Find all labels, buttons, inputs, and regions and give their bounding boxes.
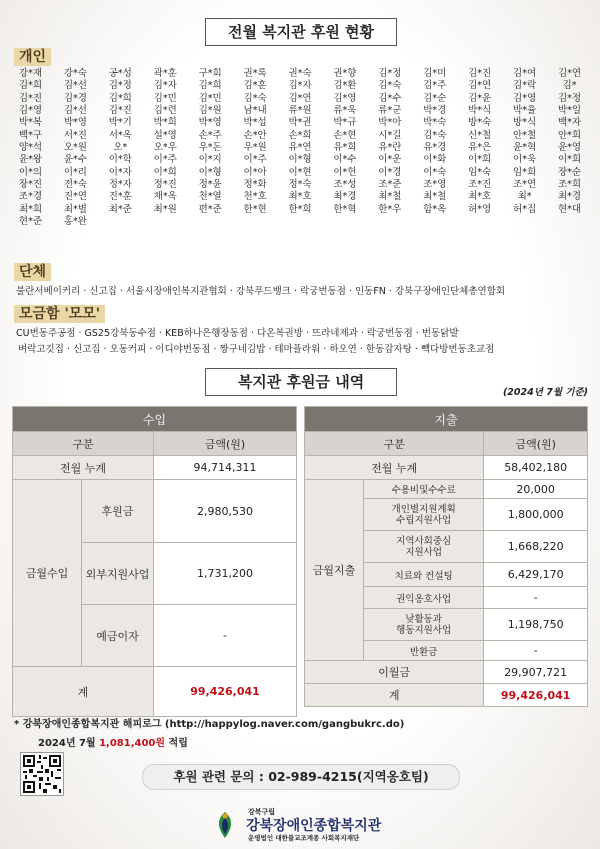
donor-name: 방*식 — [513, 117, 537, 129]
expense-table — [304, 406, 588, 707]
donor-name: 오*우 — [153, 142, 177, 154]
donor-name: 백*구 — [18, 129, 43, 141]
donor-name: 이*희 — [468, 154, 492, 166]
donor-name: 김*진 — [18, 92, 43, 104]
logo-foot: 운영법인 대한불교조계종 사회복지재단 — [248, 834, 360, 842]
donor-name: 현*대 — [557, 203, 582, 215]
expense-total-amount: 99,426,041 — [484, 684, 588, 707]
donor-name: 김*희 — [18, 80, 43, 92]
donor-name: 조*연 — [513, 179, 537, 191]
donor-name: 박*아 — [378, 117, 402, 129]
donor-name: 허*영 — [468, 203, 492, 215]
contact-info: 후원 관련 문의 : 02-989-4215(지역옹호팀) — [142, 764, 460, 790]
donor-name: 이*화 — [423, 154, 447, 166]
donor-name: 김*숙 — [423, 129, 447, 141]
donor-name: 곽*훈 — [153, 68, 177, 79]
donor-name: 진*연 — [63, 191, 87, 203]
donor-name: 조*진 — [468, 179, 492, 191]
income-col-type: 구분 — [13, 432, 154, 456]
income-row-amount: 2,980,530 — [154, 480, 296, 543]
income-row-amount: 1,731,200 — [154, 543, 296, 605]
donor-name: 김*정 — [557, 92, 582, 104]
donor-name: 최*원 — [153, 203, 177, 215]
donor-name: 이*학 — [108, 154, 132, 166]
donor-name: 정*화 — [243, 179, 267, 191]
donor-name: 백*자 — [557, 117, 582, 129]
donor-name: 박*식 — [468, 105, 492, 117]
donor-name: 이*자 — [108, 166, 132, 178]
donor-name: 박*권 — [288, 117, 312, 129]
donor-name: 신*철 — [468, 129, 492, 141]
income-prev-label: 전월 누계 — [13, 456, 154, 480]
expense-carry-amount: 29,907,721 — [484, 661, 588, 684]
donor-name: 권*향 — [333, 68, 357, 79]
income-group-cell — [13, 480, 154, 667]
income-header: 수입 — [13, 407, 297, 432]
donor-name: 박*영 — [198, 117, 222, 129]
happylog-month: 2024년 7월 — [38, 738, 96, 749]
donor-name: 안*희 — [557, 129, 582, 141]
donor-name: 안*철 — [513, 129, 537, 141]
donor-name: 오*원 — [63, 142, 87, 154]
donor-name: 박*경 — [423, 105, 447, 117]
donor-name: 남*내 — [243, 105, 267, 117]
donor-name: 정*윤 — [198, 179, 222, 191]
expense-row-amount: 1,198,750 — [484, 609, 588, 641]
donor-name: 권*록 — [243, 68, 267, 79]
organization-emblem-icon — [210, 810, 240, 840]
donor-name: 김*경 — [63, 92, 87, 104]
donor-name: 현*준 — [18, 216, 43, 228]
group-section-label: 단체 — [14, 263, 51, 281]
donor-name: 유*연 — [288, 142, 312, 154]
donor-name: 한*우 — [378, 203, 402, 215]
donor-name: 조*준 — [378, 179, 402, 191]
organization-logo — [210, 804, 410, 844]
donor-name: 이*리 — [63, 166, 87, 178]
donor-name: 장*진 — [18, 179, 43, 191]
donor-name: 이*의 — [18, 166, 43, 178]
donor-name: 이*형 — [288, 154, 312, 166]
donor-name: 장*순 — [557, 166, 582, 178]
donor-name: 류*원 — [288, 105, 312, 117]
expense-prev-amount: 58,402,180 — [484, 456, 588, 480]
donor-name: 최* — [517, 191, 532, 203]
donor-name: 김*진 — [108, 105, 132, 117]
donor-name: 박*규 — [333, 117, 357, 129]
donor-name: 이*지 — [198, 154, 222, 166]
logo-small-text: 강북구립 — [248, 808, 276, 816]
expense-header: 지출 — [305, 407, 588, 432]
donor-name: 전*숙 — [63, 179, 87, 191]
donor-name: 조*희 — [557, 179, 582, 191]
expense-carry-label: 이월금 — [305, 661, 484, 684]
donor-name: 김*원 — [198, 105, 222, 117]
donor-name: 시*길 — [378, 129, 402, 141]
donor-name: 이*주 — [243, 154, 267, 166]
donor-name: 박*복 — [18, 117, 43, 129]
donor-name: 편*준 — [198, 203, 222, 215]
donor-name: 김*희 — [198, 80, 222, 92]
donor-name: 김*정 — [378, 68, 402, 79]
qr-code-icon[interactable] — [20, 752, 64, 796]
donor-name: 최*희 — [18, 203, 43, 215]
donor-name: 홍*완 — [63, 216, 87, 228]
donor-name: 김* — [562, 80, 577, 92]
donor-name: 임*희 — [513, 166, 537, 178]
donor-name: 이*주 — [153, 154, 177, 166]
donor-name: 서*진 — [63, 129, 87, 141]
donor-name: 천*열 — [198, 191, 222, 203]
donor-name: 우*돈 — [198, 142, 222, 154]
donor-name: 진*훈 — [108, 191, 132, 203]
donor-name: 박*희 — [153, 117, 177, 129]
donor-name: 김*훈 — [243, 80, 267, 92]
donor-name: 김*자 — [288, 80, 312, 92]
donor-name: 설*영 — [153, 129, 177, 141]
donor-name: 조*영 — [423, 179, 447, 191]
donation-box-line-2: 벼락고깃집 · 신고집 · 오동커피 · 이디야번동점 · 짱구네김밥 · 테마플라워 · 하오연 · 한동감자탕 · 빽다방번동초교점 — [18, 344, 495, 355]
donor-name: 이*형 — [198, 166, 222, 178]
donor-name: 강*숙 — [63, 68, 87, 79]
donor-name: 김*순 — [423, 92, 447, 104]
donor-name: 김*영 — [333, 92, 357, 104]
donor-name: 이*수 — [333, 154, 357, 166]
happylog-amount: 1,081,400원 — [99, 738, 166, 749]
expense-row-label: 개인별지원계획 수립지원사업 — [364, 499, 484, 531]
donor-name: 허*집 — [513, 203, 537, 215]
expense-row-amount: 1,668,220 — [484, 531, 588, 563]
donor-name: 김*진 — [468, 68, 492, 79]
donor-name: 정*숙 — [288, 179, 312, 191]
donor-name: 김*연 — [468, 80, 492, 92]
income-total-amount: 99,426,041 — [154, 667, 297, 717]
income-row-label: 후원금 — [82, 480, 154, 543]
donor-name: 최*경 — [333, 191, 357, 203]
donor-name: 임*숙 — [468, 166, 492, 178]
donor-name: 최*경 — [557, 191, 582, 203]
donor-name: 유*경 — [423, 142, 447, 154]
donor-name: 박*율 — [513, 105, 537, 117]
donor-name: 강*재 — [18, 68, 43, 79]
donor-name: 최*별 — [63, 203, 87, 215]
donor-name: 방*숙 — [468, 117, 492, 129]
group-donor-list: 불란서베이커리 · 신고집 · 서울시장애인복지관협회 · 강북푸드뱅크 · 락궁번동점 · 인동FN · 강북구장애인단체총연합회 — [16, 286, 506, 297]
donor-name: 정*진 — [153, 179, 177, 191]
donor-name: 김*정 — [108, 80, 132, 92]
donor-name: 김*련 — [153, 105, 177, 117]
donor-name: 김*환 — [333, 80, 357, 92]
finance-title: 복지관 후원금 내역 — [205, 368, 397, 396]
donor-name: 김*민 — [198, 92, 222, 104]
donor-name: 이*현 — [288, 166, 312, 178]
donor-name: 이*운 — [378, 154, 402, 166]
donor-name: 손*주 — [198, 129, 222, 141]
donor-name: 박*일 — [557, 105, 582, 117]
donor-name: 구*회 — [198, 68, 222, 79]
donor-name: 서*옥 — [108, 129, 132, 141]
donor-name: 함*옥 — [423, 203, 447, 215]
donor-name: 조*경 — [18, 191, 43, 203]
donor-name: 이*욱 — [513, 154, 537, 166]
donor-name: 이*아 — [243, 166, 267, 178]
donation-box-line-1: CU번동주공점 · GS25강북동수점 · KEB하나은행장동점 · 다온복권방 · 뜨라네제과 · 락궁번동점 · 번동닭발 — [16, 328, 459, 339]
donor-name: 윤*영 — [557, 142, 582, 154]
donor-name: 우*원 — [243, 142, 267, 154]
donor-name: 김*수 — [378, 92, 402, 104]
donor-name: 손*희 — [288, 129, 312, 141]
donor-name: 윤*왕 — [18, 154, 43, 166]
donor-name: 김*영 — [18, 105, 43, 117]
donor-name: 김*선 — [63, 105, 87, 117]
donor-name: 윤*혁 — [513, 142, 537, 154]
expense-row-amount: 6,429,170 — [484, 563, 588, 587]
donation-box-section-label: 모금함 '모모' — [14, 305, 105, 323]
expense-row-label: 반환금 — [364, 641, 484, 661]
donor-name: 채*옥 — [153, 191, 177, 203]
donor-name: 이*희 — [557, 154, 582, 166]
donor-name: 유*희 — [333, 142, 357, 154]
donor-name: 최*호 — [468, 191, 492, 203]
donor-name: 손*안 — [243, 129, 267, 141]
donor-name: 박*섭 — [243, 117, 267, 129]
donor-name: 김*영 — [513, 92, 537, 104]
income-prev-amount: 94,714,311 — [154, 456, 297, 480]
donor-name: 김*희 — [108, 92, 132, 104]
donor-name: 오* — [113, 142, 128, 154]
donor-name: 손*현 — [333, 129, 357, 141]
individual-donor-list — [8, 68, 592, 228]
donor-name: 김*자 — [153, 80, 177, 92]
donor-name: 류*군 — [378, 105, 402, 117]
income-row-label: 예금이자 — [82, 605, 154, 667]
donor-name: 이*헌 — [333, 166, 357, 178]
donor-name: 이*경 — [378, 166, 402, 178]
expense-total-label: 계 — [305, 684, 484, 707]
donor-name: 최*준 — [108, 203, 132, 215]
logo-name: 강북장애인종합복지관 — [246, 818, 382, 834]
individual-section-label: 개인 — [14, 48, 51, 66]
donor-name: 박*숙 — [423, 117, 447, 129]
donor-name: 정*자 — [108, 179, 132, 191]
donor-name: 유*란 — [378, 142, 402, 154]
donor-name: 유*은 — [468, 142, 492, 154]
expense-row-label: 지역사회중심 지원사업 — [364, 531, 484, 563]
donor-name: 김*연 — [557, 68, 582, 79]
donor-name: 김*숙 — [243, 92, 267, 104]
donor-name: 김*윤 — [468, 92, 492, 104]
expense-prev-label: 전월 누계 — [305, 456, 484, 480]
expense-row-amount: - — [484, 641, 588, 661]
donor-name: 윤*수 — [63, 154, 87, 166]
expense-col-type: 구분 — [305, 432, 484, 456]
expense-row-label: 낮활동과 행동지원사업 — [364, 609, 484, 641]
donor-name: 박*영 — [63, 117, 87, 129]
donor-name: 김*주 — [423, 80, 447, 92]
donor-name: 김*미 — [423, 68, 447, 79]
income-col-amount: 금액(원) — [154, 432, 297, 456]
donor-name: 박*기 — [108, 117, 132, 129]
happylog-suffix: 적립 — [168, 738, 188, 749]
donor-name: 김*선 — [63, 80, 87, 92]
expense-row-amount: - — [484, 587, 588, 609]
income-row-amount: - — [154, 605, 296, 667]
income-group-label: 금월수입 — [13, 480, 82, 666]
income-row-label: 외부지원사업 — [82, 543, 154, 605]
donor-name: 김*숙 — [378, 80, 402, 92]
donor-name: 한*현 — [243, 203, 267, 215]
donor-name: 김*락 — [513, 80, 537, 92]
donor-name: 최*철 — [423, 191, 447, 203]
expense-row-amount: 1,800,000 — [484, 499, 588, 531]
donor-name: 한*혁 — [333, 203, 357, 215]
donor-name: 김*연 — [288, 92, 312, 104]
expense-col-amount: 금액(원) — [484, 432, 588, 456]
income-amount-cell — [154, 480, 297, 667]
as-of-date: (2024년 7월 기준) — [502, 387, 588, 398]
donor-name: 천*호 — [243, 191, 267, 203]
expense-row-amount: 20,000 — [484, 480, 588, 499]
donor-name: 이*숙 — [423, 166, 447, 178]
page-title: 전월 복지관 후원 현황 — [205, 18, 397, 46]
happylog-summary — [38, 734, 188, 749]
happylog-link[interactable]: * 강북장애인종합복지관 해피로그 (http://happylog.naver.com/gangbukrc.do) — [14, 719, 405, 730]
donor-name: 김*여 — [513, 68, 537, 79]
donor-name: 류*욱 — [333, 105, 357, 117]
donor-name: 이*희 — [153, 166, 177, 178]
expense-row-label: 권익옹호사업 — [364, 587, 484, 609]
donor-name: 권*숙 — [288, 68, 312, 79]
donor-name: 최*철 — [378, 191, 402, 203]
donor-name: 양*석 — [18, 142, 43, 154]
donor-name: 김*민 — [153, 92, 177, 104]
donor-name: 한*희 — [288, 203, 312, 215]
donor-name: 최*호 — [288, 191, 312, 203]
donor-name: 공*성 — [108, 68, 132, 79]
expense-row-label: 치료와 컨설팅 — [364, 563, 484, 587]
expense-row-label: 수용비및수수료 — [364, 480, 484, 499]
expense-group-label: 금월지출 — [305, 480, 364, 661]
income-table — [12, 406, 297, 717]
income-total-label: 계 — [13, 667, 154, 717]
donor-name: 조*성 — [333, 179, 357, 191]
